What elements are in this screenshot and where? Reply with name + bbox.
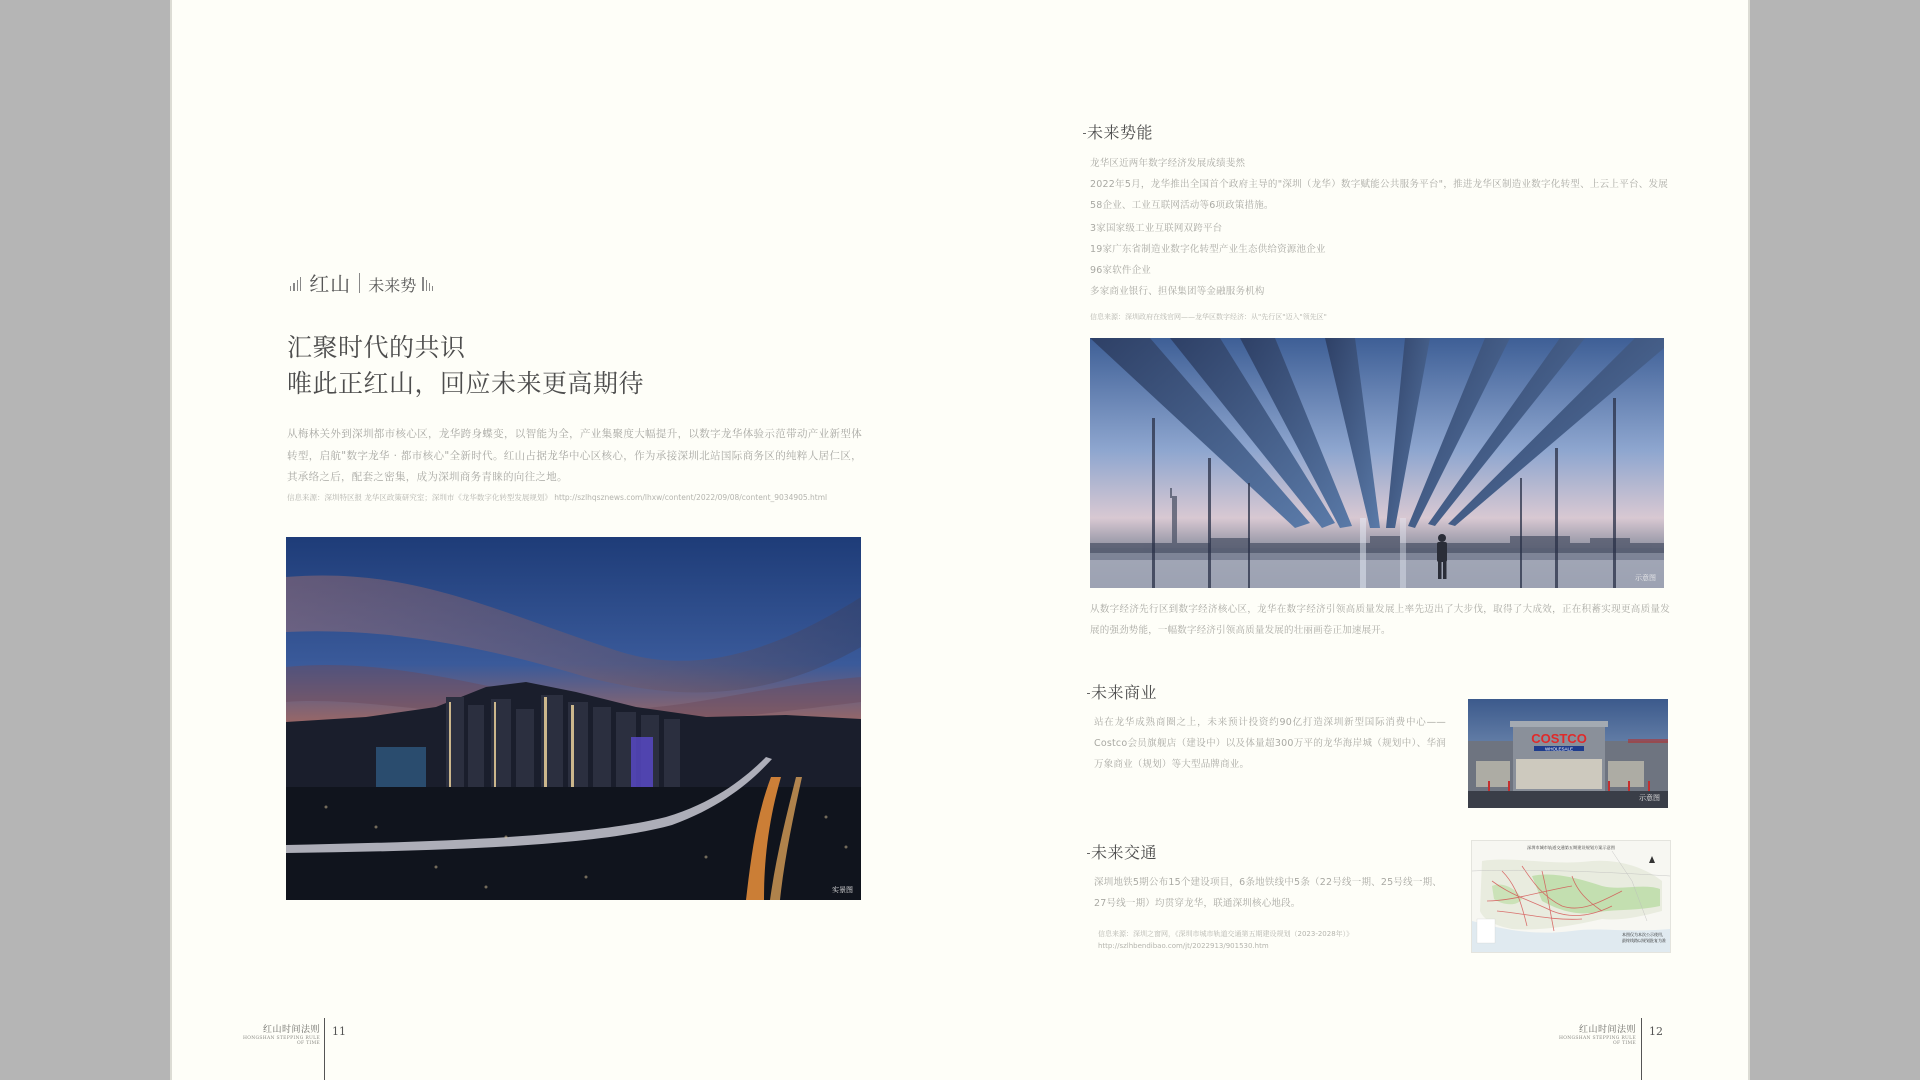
footer-brand-cn: 红山时间法则 <box>1578 1025 1636 1035</box>
intro-line: 龙华区近两年数字经济发展成绩斐然 <box>1090 158 1246 169</box>
city-night-photo <box>286 537 861 900</box>
list-item: 多家商业银行、担保集团等金融服务机构 <box>1090 286 1265 297</box>
map-note-2: 最终线路以规划批复为准 <box>1622 938 1666 943</box>
bullet-dot-icon <box>1087 693 1090 694</box>
source-line-1: 信息来源：深圳之窗网，《深圳市城市轨道交通第五期建设规划（2023-2028年）》 <box>1098 930 1354 938</box>
costco-logo: COSTCO <box>1531 731 1587 746</box>
magazine-spread <box>170 0 1750 1080</box>
intro-paragraph: 从梅林关外到深圳都市核心区，龙华跨身蝶变，以智能为全，产业集聚度大幅提升，以数字龙华体验示范带动产业新型体转型，启航"数字龙华 · 都市核心"全新时代。红山占据龙华中心区核心，作为承接深圳北站国际商务区的纯粹人居仁区，其承络之后，配套之密集，成为深圳商务青睐的向往之地。 <box>287 428 862 483</box>
architecture-render-photo <box>1090 338 1664 588</box>
section-title-future-transport: 未来交通 <box>1087 840 1157 863</box>
footer-divider-right <box>1641 1018 1642 1080</box>
section-label <box>290 268 433 297</box>
list-item: 96家软件企业 <box>1090 265 1151 276</box>
page-number-right: 12 <box>1649 1025 1663 1038</box>
image-caption: 实景图 <box>832 886 853 894</box>
headline-line-2: 唯此正红山，回应未来更高期待 <box>287 369 645 398</box>
section-label-main: 红山 <box>309 272 352 296</box>
headline <box>287 330 644 402</box>
source-note: 信息来源：深圳特区报 龙华区政策研究室；深圳市《龙华数字化转型发展规划》 http://szlhqsznews.com/lhxw/content/2022/09/08/content_9034905.html <box>287 493 828 502</box>
list-item: 3家国家级工业互联网双跨平台 <box>1090 223 1223 234</box>
footer-brand-right <box>1552 1022 1636 1046</box>
future-momentum-description: 从数字经济先行区到数字经济核心区，龙华在数字经济引领高质量发展上率先迈出了大步伐，取得了大成效，正在积蓄实现更高质量发展的强劲势能，一幅数字经济引领高质量发展的壮丽画卷正加速展开。 <box>1090 604 1670 636</box>
future-transport-body: 深圳地铁5期公布15个建设项目，6条地铁线中5条（22号线一期、25号线一期、27号线一期）均贯穿龙华，联通深圳核心地段。 <box>1094 877 1442 909</box>
footer-brand-en: HONGSHAN STEPPING RULE OF TIME <box>1559 1036 1636 1046</box>
metro-plan-map <box>1471 840 1671 953</box>
headline-line-1: 汇聚时代的共识 <box>287 333 466 362</box>
bullet-dot-icon <box>1087 853 1090 854</box>
divider <box>359 273 360 293</box>
future-commerce-body: 站在龙华成熟商圈之上，未来预计投资约90亿打造深圳新型国际消费中心——Costco会员旗舰店（建设中）以及体量超300万平的龙华海岸城（规划中）、华润万象商业（规划）等大型品牌商业。 <box>1094 717 1446 770</box>
footer-brand-left <box>242 1022 320 1046</box>
glass-pavilion-image <box>1090 338 1664 588</box>
source-note <box>1098 928 1353 952</box>
section-title-future-commerce: 未来商业 <box>1087 680 1157 703</box>
image-caption: 示意图 <box>1639 794 1660 802</box>
page-number-left: 11 <box>332 1025 346 1038</box>
map-title: 深圳市城市轨道交通第五期建设规划方案示意图 <box>1527 845 1615 850</box>
wholesale-label: WHOLESALE <box>1544 746 1574 752</box>
footer-brand-en: HONGSHAN STEPPING RULE OF TIME <box>243 1036 320 1046</box>
future-momentum-intro <box>1090 153 1668 216</box>
map-note-1: 本图仅为本次公示使用， <box>1622 932 1666 937</box>
section-title-future-momentum: 未来势能 <box>1083 120 1153 143</box>
source-note: 信息来源：深圳政府在线官网——龙华区数字经济：从"先行区"迈入"领先区" <box>1090 313 1327 321</box>
bars-decoration-icon <box>422 275 433 291</box>
bullet-dot-icon <box>1083 133 1086 134</box>
list-item: 19家广东省制造业数字化转型产业生态供给资源池企业 <box>1090 244 1326 255</box>
intro-paragraph: 2022年5月，龙华推出全国首个政府主导的"深圳（龙华）数字赋能公共服务平台"，推进龙华区制造业数字化转型、上云上平台、发展58企业、工业互联网活动等6项政策措施。 <box>1090 179 1668 211</box>
city-skyline-image <box>286 537 861 900</box>
costco-store-photo <box>1468 699 1668 808</box>
footer-divider-left <box>324 1018 325 1080</box>
metro-map-image <box>1472 841 1670 952</box>
footer-brand-cn: 红山时间法则 <box>262 1025 320 1035</box>
image-caption: 示意图 <box>1635 574 1656 582</box>
costco-storefront-image <box>1468 699 1668 808</box>
source-line-2: http://szlhbendibao.com/jt/2022913/901530.htm <box>1098 942 1269 950</box>
bars-decoration-icon <box>290 275 301 291</box>
section-label-sub: 未来势 <box>368 276 417 295</box>
stats-list <box>1090 218 1668 302</box>
